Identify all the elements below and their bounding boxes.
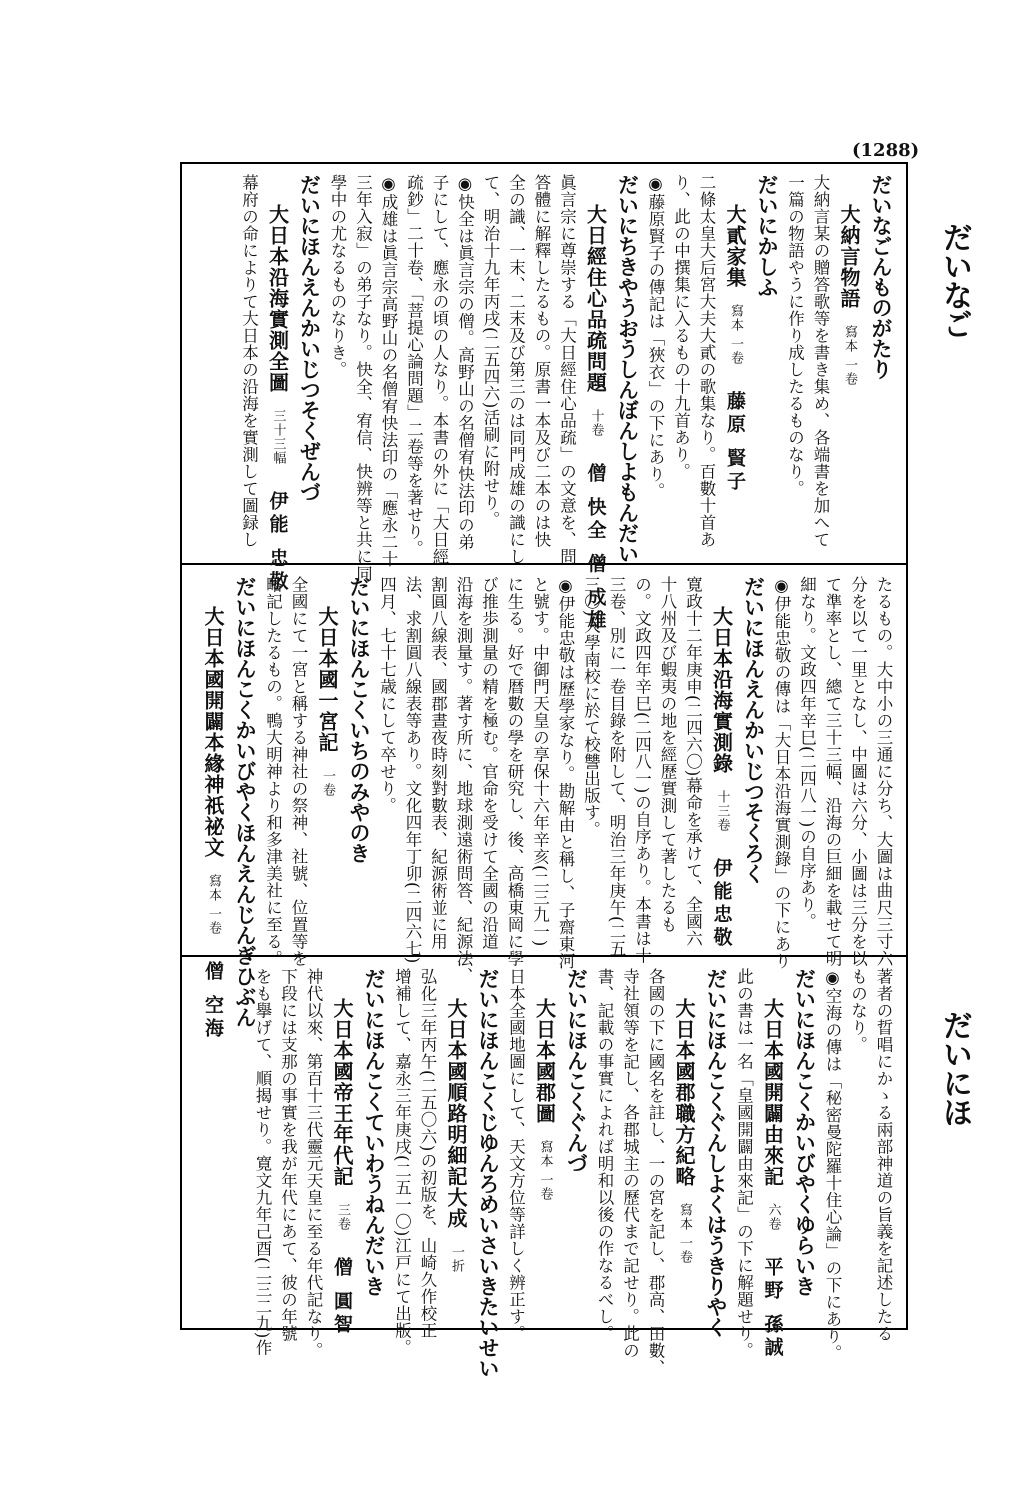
running-head-top: だいなご	[937, 222, 972, 338]
entry-volume: 寫本 一卷	[728, 304, 743, 366]
entry-text-line: 答體に解釋したるもの。原書一本及び二本のは快	[532, 174, 551, 548]
entry-text-line: 三年入寂」の弟子なり。快全、宥信、快辨等と共に同	[353, 174, 373, 582]
entry-volume: 寫本 一卷	[537, 1140, 553, 1202]
entry-text-line: 子にして、應永の頃の人なり。本書の外に「大日經	[430, 174, 449, 565]
entry-reading: だいにほんこくぐんしよくはうきりやく	[704, 968, 728, 1337]
entry-reading: だいにほんえんかいじつそくろく	[741, 576, 766, 884]
entry-text-line: 神代以來、第百十三代靈元天皇に至る年代記なり。	[304, 968, 323, 1359]
entry-title: 大日本國郡職方紀略	[672, 998, 696, 1187]
entry-text-line: 寺社領等を記し、各郡城主の歷代まで記せり。此の	[620, 968, 640, 1359]
entry-text-line: ◉快全は眞言宗の僧。高野山の名僧宥快法印の弟	[455, 174, 475, 551]
entry-text-line: ものなり。	[848, 968, 868, 1053]
entry-text-line: 各國の下に國名を註し、一の宮を記し、郡高、田數、	[646, 968, 665, 1376]
entry-volume: 寫本 一卷	[842, 325, 857, 387]
entry-volume: 十三卷	[714, 790, 730, 832]
entry-title-line	[311, 576, 343, 948]
entry-author: 藤原 賢子	[724, 391, 746, 494]
entry-volume: 三卷	[335, 1203, 350, 1231]
entry-text-line: 四月、七十七歳にして卒せり。	[377, 576, 397, 814]
entry-text-line: 全の識、一末、二末及び第三のは同門成雄の識にし	[506, 174, 526, 565]
entry-title: 大日本沿海實測全圖	[265, 204, 290, 393]
entry-title-line	[197, 576, 229, 1041]
entry-reading: だいなごんものがたり	[869, 174, 893, 379]
entry-text-line: と號す。中御門天皇の享保十六年辛亥(二三九一)	[530, 576, 550, 947]
entry-volume: 六卷	[765, 1203, 781, 1231]
entry-title-line	[440, 968, 472, 1322]
entry-text-line: 日本全國地圖にして、天文方位等詳しく辨正す。	[506, 968, 526, 1342]
entry-text-line: ◉藤原賢子の傳記は「狹衣」の下にあり。	[646, 174, 665, 500]
entry-text-line: 細なり。文政四年辛巳(二四八一)の自序あり。	[797, 576, 817, 930]
entry-volume: 一折	[449, 1245, 464, 1273]
entry-reading: だいにかしふ	[755, 174, 779, 297]
entry-title-line	[668, 968, 700, 1322]
entry-reading: だいにほんこくいちのみやのき	[347, 576, 371, 863]
entry-author: 伊能 忠敬	[266, 491, 289, 594]
entry-text-line: び推歩測量の精を極む。官命を受けて全國の沿道	[479, 576, 499, 950]
entry-text-line: 下段には支那の事實を我が年代にあて、彼の年號	[278, 968, 298, 1342]
entry-text-line: 十八州及び蝦夷の地を經歷實測して著したるも	[658, 576, 677, 933]
text-band-bottom	[182, 958, 906, 1378]
entry-text-line: をも擧げて、順揭せり。寛文九年己酉(二三二九)作	[253, 968, 272, 1356]
entry-reading: だいにほんこくぐんづ	[564, 968, 589, 1173]
page-number: (1288)	[852, 140, 920, 161]
entry-text-line: の。文政四年辛巳(二四八一)の自序あり。本書は十	[632, 576, 652, 964]
entry-title: 大貳家集	[723, 204, 747, 288]
entry-title: 大納言物語	[837, 204, 861, 309]
entry-title: 大日本國一宮記	[315, 606, 339, 753]
entry-text-line: 分を以て一里となし、中圖は六分、小圖は三分を以	[848, 576, 868, 967]
entry-title-line	[757, 968, 789, 1360]
entry-volume: 寫本 一卷	[206, 874, 221, 936]
entry-text-line: たるもの。大中小の三通に分ち、大圖は曲尺三寸六	[874, 576, 893, 967]
entry-text-line: 三〇)大學南校に於て校讐出版す。	[581, 576, 601, 838]
entry-text-line: り、此の中撰集に入るもの十九首あり。	[671, 174, 691, 480]
entry-reading: だいにほんこくかいびやくほんえんじんぎひぶん	[233, 576, 257, 1027]
entry-text-line: 三卷、別に一卷目錄を附して、明治三年庚午(二五	[607, 576, 626, 957]
entry-text-line: 眞言宗に尊崇する「大日經住心品疏」の文意を、問	[557, 174, 577, 565]
entry-text-line: 大納言某の贈答歌等を書き集め、各端書を加へて	[811, 174, 830, 548]
entry-text-line: ◉伊能忠敬の傳は「大日本沿海實測錄」の下にあり	[772, 576, 791, 970]
entry-text-line: 著者の晢唱にかゝる兩部神道の旨義を記述したる	[874, 968, 893, 1342]
entry-title-line	[326, 968, 358, 1337]
running-head-bottom: だいにほ	[937, 1010, 972, 1126]
entry-title: 大日本沿海實測錄	[709, 606, 734, 774]
entry-text-line: 弘化三年丙午(二五〇六)の初版を、山崎久作校正	[418, 968, 437, 1339]
entry-text-line: 增補して、嘉永三年庚戌(二五一〇)江戸にて出版。	[392, 968, 412, 1356]
entry-title-line	[833, 174, 865, 556]
entry-volume: 三十三幅	[270, 409, 286, 465]
entry-text-line: 幕府の命によりて大日本の沿海を實測して圖録し	[239, 174, 259, 548]
entry-title: 大日本國郡圖	[532, 998, 557, 1124]
entry-text-line: ◉成雄は眞言宗高野山の名僧宥快法印の「應永二十	[379, 174, 398, 568]
entry-text-line: 學中の尤なるものなりき。	[328, 174, 347, 378]
entry-title: 大日本國順路明細記大成	[444, 998, 468, 1229]
entry-title-line	[262, 174, 294, 594]
entry-title: 大日本國開闢由來記	[760, 998, 785, 1187]
entry-title-line	[719, 174, 751, 556]
entry-volume: 一卷	[320, 769, 335, 797]
entry-text-line: ◉空海の傳は「秘密曼陀羅十住心論」の下にあり。	[823, 968, 842, 1362]
entry-reading: だいにほんこくじゆんろめいさいきたいせい	[476, 968, 500, 1378]
entry-reading: だいにほんこくかいびやくゆらいき	[792, 968, 817, 1296]
text-band-top	[182, 164, 906, 633]
entry-text-line: 法、求割圓八線表等あり。文化四年丁卯(二四六七)	[403, 576, 422, 964]
entry-text-line: て、明治十九年丙戌(二五四六)活刷に附せり。	[481, 174, 500, 528]
entry-text-line: 沿海を測量す。著す所に、地球測遠術問答、紀源法、	[454, 576, 473, 984]
entry-text-line: 略記したるもの。鴨大明神より和多津美社に至る。	[263, 576, 283, 967]
entry-reading: だいにちきやうおうしんぼんしよもんだい	[615, 174, 640, 564]
entry-text-line: 割圓八線表、國郡晝夜時刻對數表、紀源術並に用	[428, 576, 448, 950]
entry-author: 僧 空海	[202, 961, 224, 1041]
entry-text-line: 寛政十二年庚申(二四六〇)幕命を承けて、全國六	[683, 576, 703, 947]
entry-reading: だいにほんえんかいじつそくぜんづ	[297, 174, 322, 502]
entry-text-line: 二條太皇大后宮大夫大貳の歌集なり。百數十首あ	[697, 174, 716, 548]
entry-text-line: に生る。好で暦數の學を研究し、後、高橋東岡に學	[505, 576, 524, 967]
entry-text-line: 全國にて一宮と稱する神社の祭神、社號、位置等を	[289, 576, 308, 967]
entry-author: 伊能忠敬	[710, 858, 733, 950]
entry-volume: 寫本 一卷	[677, 1203, 692, 1265]
entry-title: 大日經住心品疏問題	[583, 204, 608, 393]
entry-volume: 十卷	[588, 409, 604, 437]
entry-title-line	[706, 576, 738, 948]
entry-title-line	[580, 174, 612, 633]
entry-reading: だいにほんこくていわうねんだいき	[362, 968, 386, 1296]
entry-title: 大日本國帝王年代記	[330, 998, 354, 1187]
entry-text-line: 書、記載の事實によれば明和以後の作なるべし。	[595, 968, 614, 1342]
entry-text-line: 此の書は一名「皇國開闢由來記」の下に解題せり。	[734, 968, 754, 1359]
entry-title: 大日本國開闢本緣神祇祕文	[201, 606, 225, 858]
entry-title-line	[529, 968, 561, 1322]
entry-text-line: 一篇の物語やうに作り成したるものなり。	[785, 174, 805, 497]
entry-text-line: て準率とし、總て三十三幅、沿海の巨細を載せて明	[823, 576, 842, 967]
entry-text-line: ◉伊能忠敬は歷學家なり。勘解由と稱し、子齋東河	[556, 576, 575, 970]
entry-text-line: 疏鈔」二十卷、「菩提心論問題」二卷等を著せり。	[404, 174, 424, 557]
entry-author: 僧 圓智	[331, 1257, 353, 1337]
entry-author: 平野 孫誠	[761, 1257, 784, 1360]
entry-author: 僧 快全 僧 成雄	[584, 463, 607, 633]
